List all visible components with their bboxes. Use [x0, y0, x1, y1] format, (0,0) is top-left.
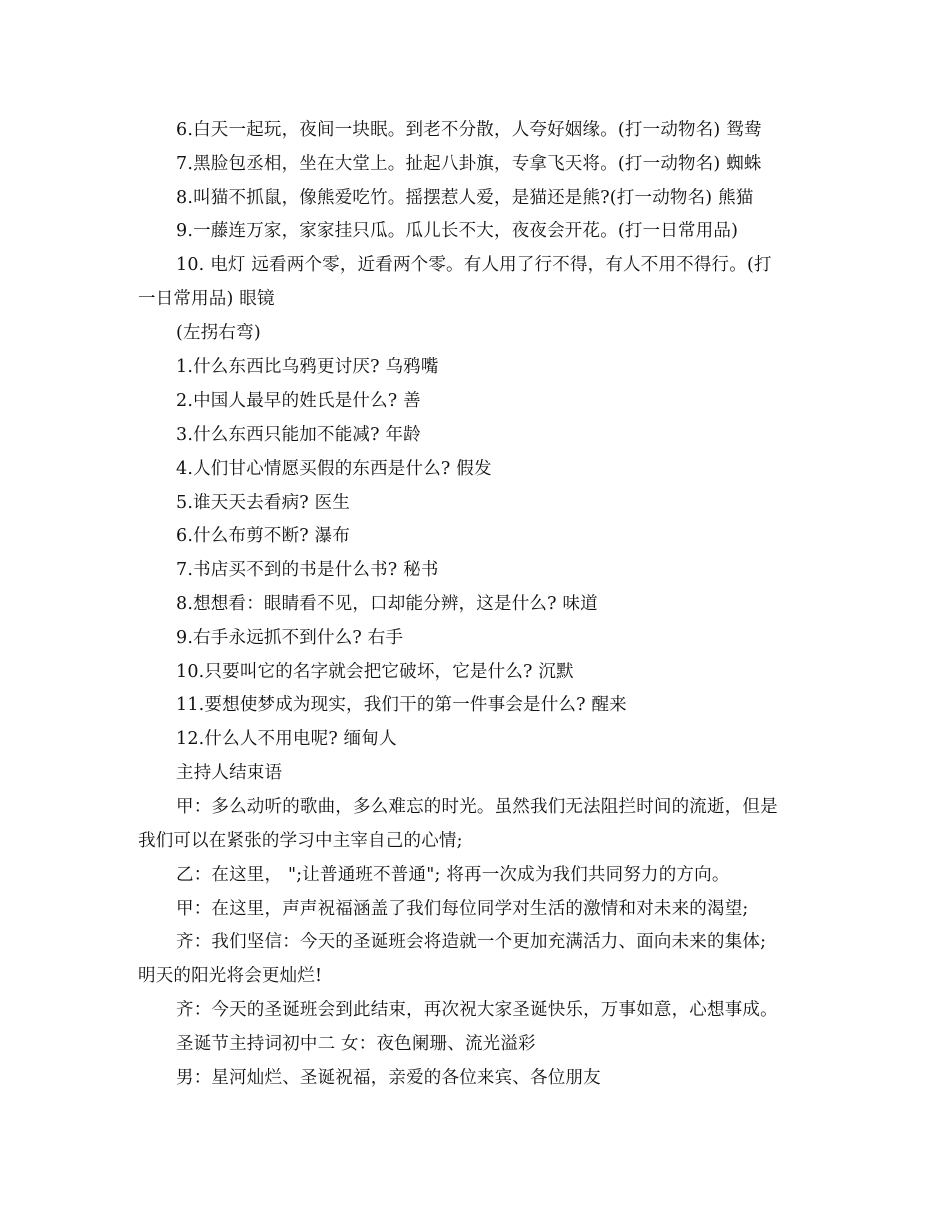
text-line: 甲：多么动听的歌曲，多么难忘的时光。虽然我们无法阻拦时间的流逝，但是 [176, 797, 778, 817]
text-line: 一日常用品) 眼镜 [138, 289, 275, 309]
text-line: 2.中国人最早的姓氏是什么? 善 [176, 391, 421, 411]
text-line: 12.什么人不用电呢? 缅甸人 [176, 729, 397, 749]
text-line: 4.人们甘心情愿买假的东西是什么? 假发 [176, 459, 492, 479]
text-line: 9.一藤连万家，家家挂只瓜。瓜儿长不大，夜夜会开花。(打一日常用品) [176, 221, 739, 241]
text-line: 7.黑脸包丞相，坐在大堂上。扯起八卦旗，专拿飞天将。(打一动物名) 蜘蛛 [176, 154, 762, 174]
text-line: 甲：在这里，声声祝福涵盖了我们每位同学对生活的激情和对未来的渴望; [176, 899, 749, 919]
section-heading: 主持人结束语 [176, 763, 283, 783]
text-line: 3.什么东西只能加不能减? 年龄 [176, 425, 421, 445]
text-line: 6.什么布剪不断? 瀑布 [176, 526, 351, 546]
text-line: 10. 电灯 远看两个零，近看两个零。有人用了行不得，有人不用不得行。(打 [176, 255, 772, 275]
text-line: 8.想想看：眼睛看不见，口却能分辨，这是什么? 味道 [176, 594, 598, 614]
text-line: 1.什么东西比乌鸦更讨厌? 乌鸦嘴 [176, 357, 439, 377]
text-line: 7.书店买不到的书是什么书? 秘书 [176, 560, 439, 580]
text-line: 8.叫猫不抓鼠，像熊爱吃竹。摇摆惹人爱，是猫还是熊?(打一动物名) 熊猫 [176, 188, 754, 208]
text-line: 明天的阳光将会更灿烂! [138, 966, 323, 986]
text-line: 5.谁天天去看病? 医生 [176, 493, 351, 513]
text-line: 6.白天一起玩，夜间一块眠。到老不分散，人夸好姻缘。(打一动物名) 鸳鸯 [176, 120, 762, 140]
text-line: 圣诞节主持词初中二 女：夜色阑珊、流光溢彩 [176, 1034, 536, 1054]
text-line: 乙：在这里， ";让普通班不普通"; 将再一次成为我们共同努力的方向。 [176, 865, 730, 885]
section-heading: (左拐右弯) [176, 323, 261, 343]
text-line: 齐：今天的圣诞班会到此结束，再次祝大家圣诞快乐，万事如意，心想事成。 [176, 1000, 778, 1020]
text-line: 11.要想使梦成为现实，我们干的第一件事会是什么? 醒来 [176, 695, 627, 715]
text-line: 男：星河灿烂、圣诞祝福，亲爱的各位来宾、各位朋友 [176, 1068, 601, 1088]
text-line: 10.只要叫它的名字就会把它破坏，它是什么? 沉默 [176, 662, 574, 682]
text-line: 我们可以在紧张的学习中主宰自己的心情; [138, 831, 463, 851]
text-line: 齐：我们坚信：今天的圣诞班会将造就一个更加充满活力、面向未来的集体; [176, 932, 767, 952]
text-line: 9.右手永远抓不到什么? 右手 [176, 628, 404, 648]
